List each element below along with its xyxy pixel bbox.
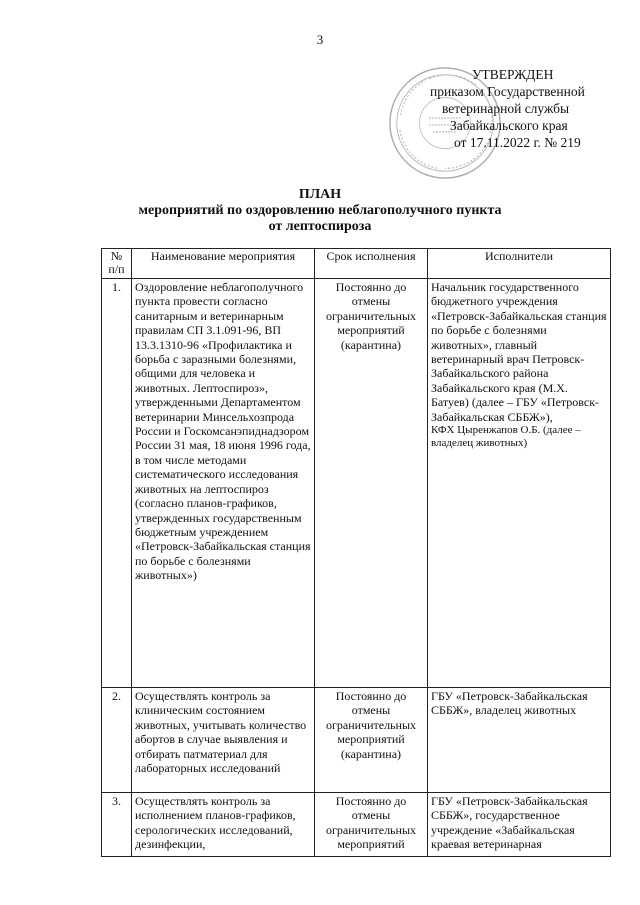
plan-title xyxy=(0,187,640,235)
table-row xyxy=(102,279,611,688)
title-heading: ПЛАН xyxy=(298,187,342,202)
row-executors-extra: КФХ Цыренжапов О.Б. (далее – владелец животных) xyxy=(431,424,581,450)
row-term: Постоянно до отмены ограничительных мероприятий xyxy=(315,793,428,857)
approval-block xyxy=(418,66,628,151)
row-num: 1. xyxy=(102,279,132,688)
header-name: Наименование мероприятия xyxy=(132,249,315,279)
row-num: 3. xyxy=(102,793,132,857)
table-header-row xyxy=(102,249,611,279)
approval-date: от 17.11.2022 г. № 219 xyxy=(454,135,581,150)
row-executors xyxy=(428,279,611,688)
title-subheading-2: от лептоспироза xyxy=(268,219,372,234)
row-activity: Оздоровление неблагополучного пункта провести согласно санитарным и ветеринарным правилам СП 3.1.091-96, ВП 13.3.1310-96 «Профилактика и борьба с заразными болезнями, общими для человека и животных. Лептоспироз», утвержденными Департаментом ветеринарии Минсельхозпрода России и Госкомсанэпиднадзором России 31 мая, 18 июня 1996 года, в том числе методами систематического исследования животных на лептоспироз (согласно планов-графиков, утвержденных государственным бюджетным учреждением «Петровск-Забайкальская станция по борьбе с болезнями животных») xyxy=(132,279,315,688)
title-subheading: мероприятий по оздоровлению неблагополучного пункта xyxy=(138,203,502,218)
plan-table xyxy=(101,248,611,857)
page-number: 3 xyxy=(316,32,324,47)
row-executors: ГБУ «Петровск-Забайкальская СББЖ», государственное учреждение «Забайкальская краевая ветеринарная xyxy=(428,793,611,857)
row-num: 2. xyxy=(102,688,132,793)
row-activity: Осуществлять контроль за исполнением планов-графиков, серологических исследований, дезинфекции, xyxy=(132,793,315,857)
header-term: Срок исполнения xyxy=(315,249,428,279)
approval-heading: УТВЕРЖДЕН xyxy=(472,67,554,82)
approval-line: ветеринарной службы xyxy=(442,101,570,116)
row-executors: ГБУ «Петровск-Забайкальская СББЖ», владелец животных xyxy=(428,688,611,793)
table-row xyxy=(102,793,611,857)
approval-line: приказом Государственной xyxy=(430,84,585,99)
row-executors-main: Начальник государственного бюджетного учреждения «Петровск-Забайкальская станция по борьбе с болезнями животных», главный ветеринарный врач Петровск-Забайкальского района Забайкальского края (М.Х. Батуев) (далее – ГБУ «Петровск-Забайкальская СББЖ»), xyxy=(431,280,607,424)
header-num: № п/п xyxy=(102,249,132,279)
row-activity: Осуществлять контроль за клиническим состоянием животных, учитывать количество абортов в случае выявления и отбирать патматериал для лабораторных исследований xyxy=(132,688,315,793)
table-row xyxy=(102,688,611,793)
approval-line: Забайкальского края xyxy=(450,118,568,133)
row-term: Постоянно до отмены ограничительных мероприятий (карантина) xyxy=(315,688,428,793)
header-executors: Исполнители xyxy=(428,249,611,279)
row-term: Постоянно до отмены ограничительных мероприятий (карантина) xyxy=(315,279,428,688)
